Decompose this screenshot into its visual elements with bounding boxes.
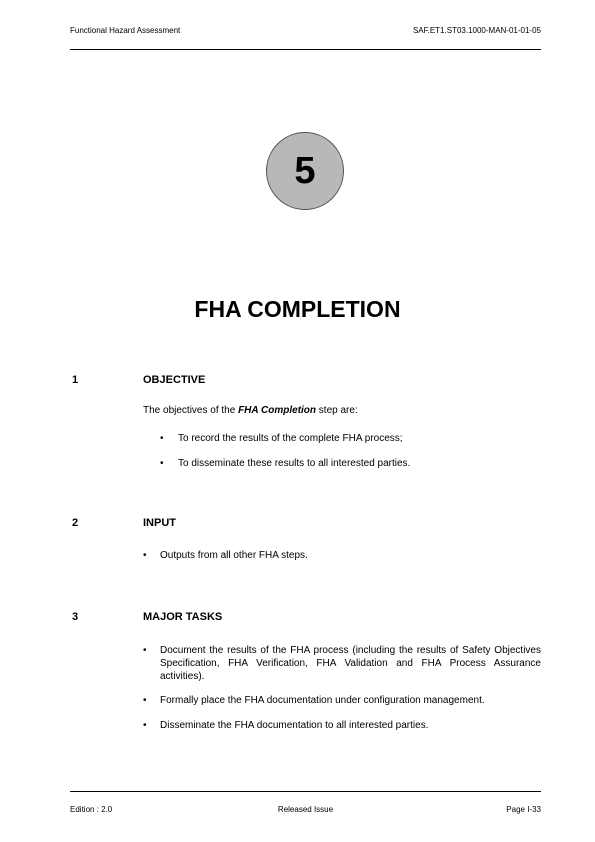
section-number: 3 xyxy=(72,611,79,623)
chapter-number-circle xyxy=(266,132,344,210)
bullet-icon: • xyxy=(160,433,164,444)
bullet-icon: • xyxy=(143,645,147,656)
bullet-icon: • xyxy=(143,720,147,731)
bullet-icon: • xyxy=(143,550,147,561)
footer-edition: Edition : 2.0 xyxy=(70,805,113,814)
chapter-number: 5 xyxy=(294,149,316,192)
objective-intro: The objectives of the FHA Completion step are: xyxy=(143,405,358,416)
section-number: 1 xyxy=(72,374,79,386)
section-number: 2 xyxy=(72,517,79,529)
fha-completion-emphasis: FHA Completion xyxy=(238,405,317,416)
header-document-reference: SAF.ET1.ST03.1000-MAN-01-01-05 xyxy=(412,26,541,35)
footer-page-number: Page I-33 xyxy=(506,805,541,814)
bullet-icon: • xyxy=(160,458,164,469)
section-title: MAJOR TASKS xyxy=(143,611,223,623)
section-title: OBJECTIVE xyxy=(143,374,206,386)
footer-rule xyxy=(70,791,541,792)
bullet-icon: • xyxy=(143,695,147,706)
header-rule xyxy=(70,49,541,50)
header-document-title: Functional Hazard Assessment xyxy=(70,26,181,35)
section-title: INPUT xyxy=(143,517,176,529)
list-item: • Document the results of the FHA process (including the results of Safety Objectives Specification, FHA Verification, FHA Validation and FHA Process Assurance activities). xyxy=(143,645,541,682)
footer-status: Released Issue xyxy=(277,805,334,814)
chapter-title: FHA COMPLETION xyxy=(194,296,401,322)
